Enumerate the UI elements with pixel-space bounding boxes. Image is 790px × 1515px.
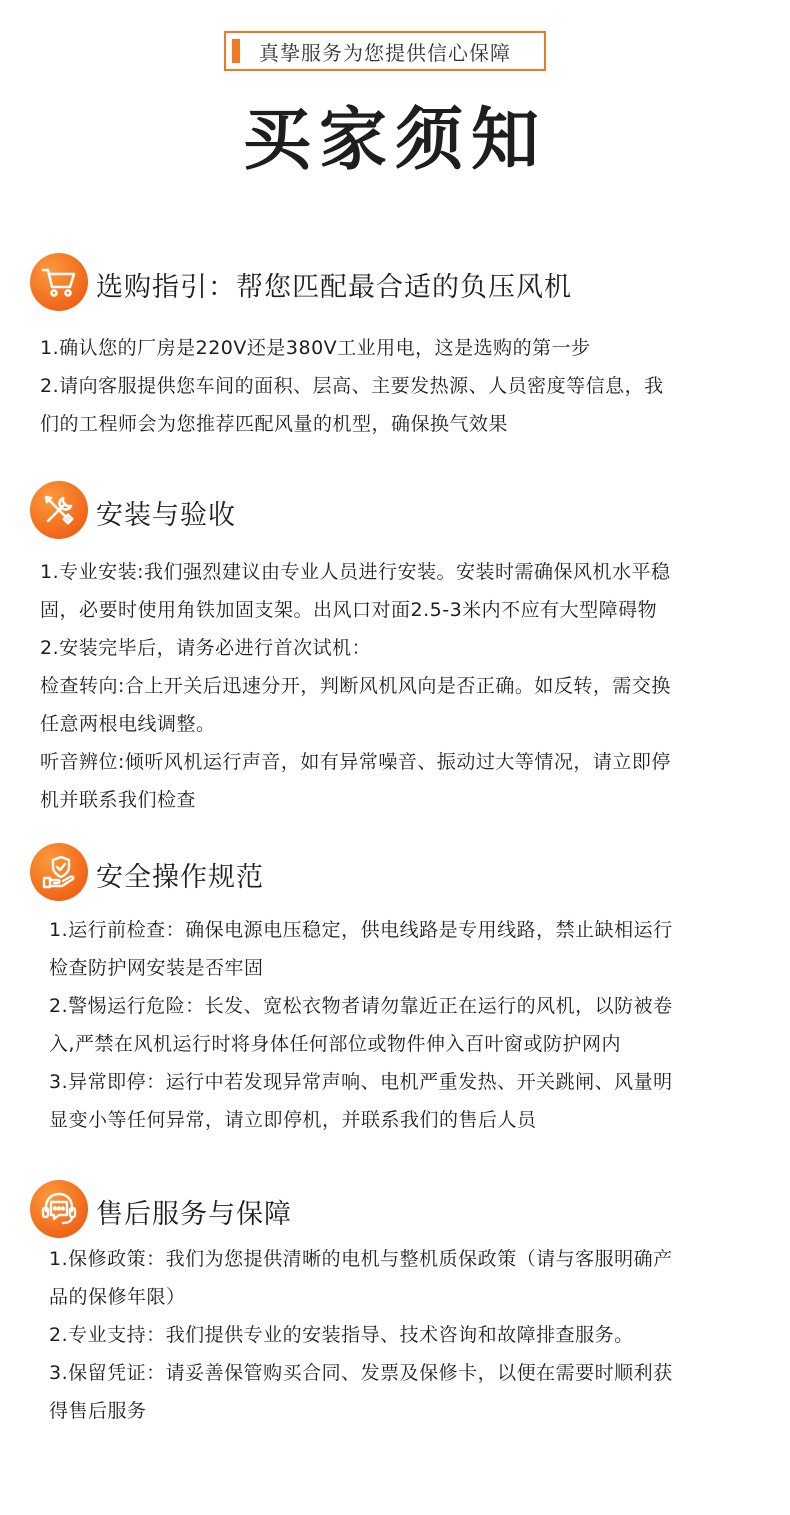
body-line: 品的保修年限） <box>49 1286 186 1308</box>
section-body <box>40 329 755 443</box>
body-line: 检查转向:合上开关后迅速分开，判断风机风向是否正确。如反转，需交换 <box>40 675 671 697</box>
body-line: 3.异常即停：运行中若发现异常声响、电机严重发热、开关跳闸、风量明 <box>49 1071 673 1093</box>
headset-chat-icon <box>30 1180 88 1238</box>
shield-hand-icon <box>30 843 88 901</box>
body-line: 3.保留凭证：请妥善保管购买合同、发票及保修卡，以便在需要时顺利获 <box>49 1362 673 1384</box>
body-line: 1.确认您的厂房是220V还是380V工业用电，这是选购的第一步 <box>40 337 591 359</box>
section-body <box>49 911 759 1139</box>
tagline-banner <box>224 31 546 71</box>
body-line: 2.安装完毕后，请务必进行首次试机： <box>40 637 372 659</box>
page-title: 买家须知 <box>242 101 547 180</box>
section-header <box>0 843 790 903</box>
body-line: 听音辨位:倾听风机运行声音，如有异常噪音、振动过大等情况，请立即停 <box>40 751 671 773</box>
body-line: 2.专业支持：我们提供专业的安装指导、技术咨询和故障排查服务。 <box>49 1324 634 1346</box>
section-title: 安装与验收 <box>96 500 236 531</box>
body-line: 2.警惕运行危险：长发、宽松衣物者请勿靠近正在运行的风机，以防被卷 <box>49 995 673 1017</box>
body-line: 1.保修政策：我们为您提供清晰的电机与整机质保政策（请与客服明确产 <box>49 1248 673 1270</box>
body-line: 1.运行前检查：确保电源电压稳定，供电线路是专用线路，禁止缺相运行 <box>49 919 673 941</box>
body-line: 1.专业安装:我们强烈建议由专业人员进行安装。安装时需确保风机水平稳 <box>40 561 671 583</box>
section-header <box>0 481 790 541</box>
body-line: 们的工程师会为您推荐匹配风量的机型，确保换气效果 <box>40 413 509 435</box>
body-line: 得售后服务 <box>49 1400 147 1422</box>
body-line: 2.请向客服提供您车间的面积、层高、主要发热源、人员密度等信息，我 <box>40 375 664 397</box>
body-line: 固，必要时使用角铁加固支架。出风口对面2.5-3米内不应有大型障碍物 <box>40 599 658 621</box>
section-header <box>0 253 790 313</box>
body-line: 机并联系我们检查 <box>40 789 197 811</box>
shopping-cart-icon <box>30 253 88 311</box>
section-title: 安全操作规范 <box>96 862 264 893</box>
body-line: 入,严禁在风机运行时将身体任何部位或物件伸入百叶窗或防护网内 <box>49 1033 622 1055</box>
tools-icon <box>30 481 88 539</box>
section-header <box>0 1180 790 1240</box>
body-line: 任意两根电线调整。 <box>40 713 216 735</box>
body-line: 显变小等任何异常，请立即停机，并联系我们的售后人员 <box>49 1109 537 1131</box>
section-title: 选购指引：帮您匹配最合适的负压风机 <box>96 272 572 303</box>
section-body <box>49 1240 759 1430</box>
tagline-text: 真挚服务为您提供信心保障 <box>259 40 511 65</box>
body-line: 检查防护网安装是否牢固 <box>49 957 264 979</box>
section-body <box>40 553 755 819</box>
section-title: 售后服务与保障 <box>96 1199 292 1230</box>
